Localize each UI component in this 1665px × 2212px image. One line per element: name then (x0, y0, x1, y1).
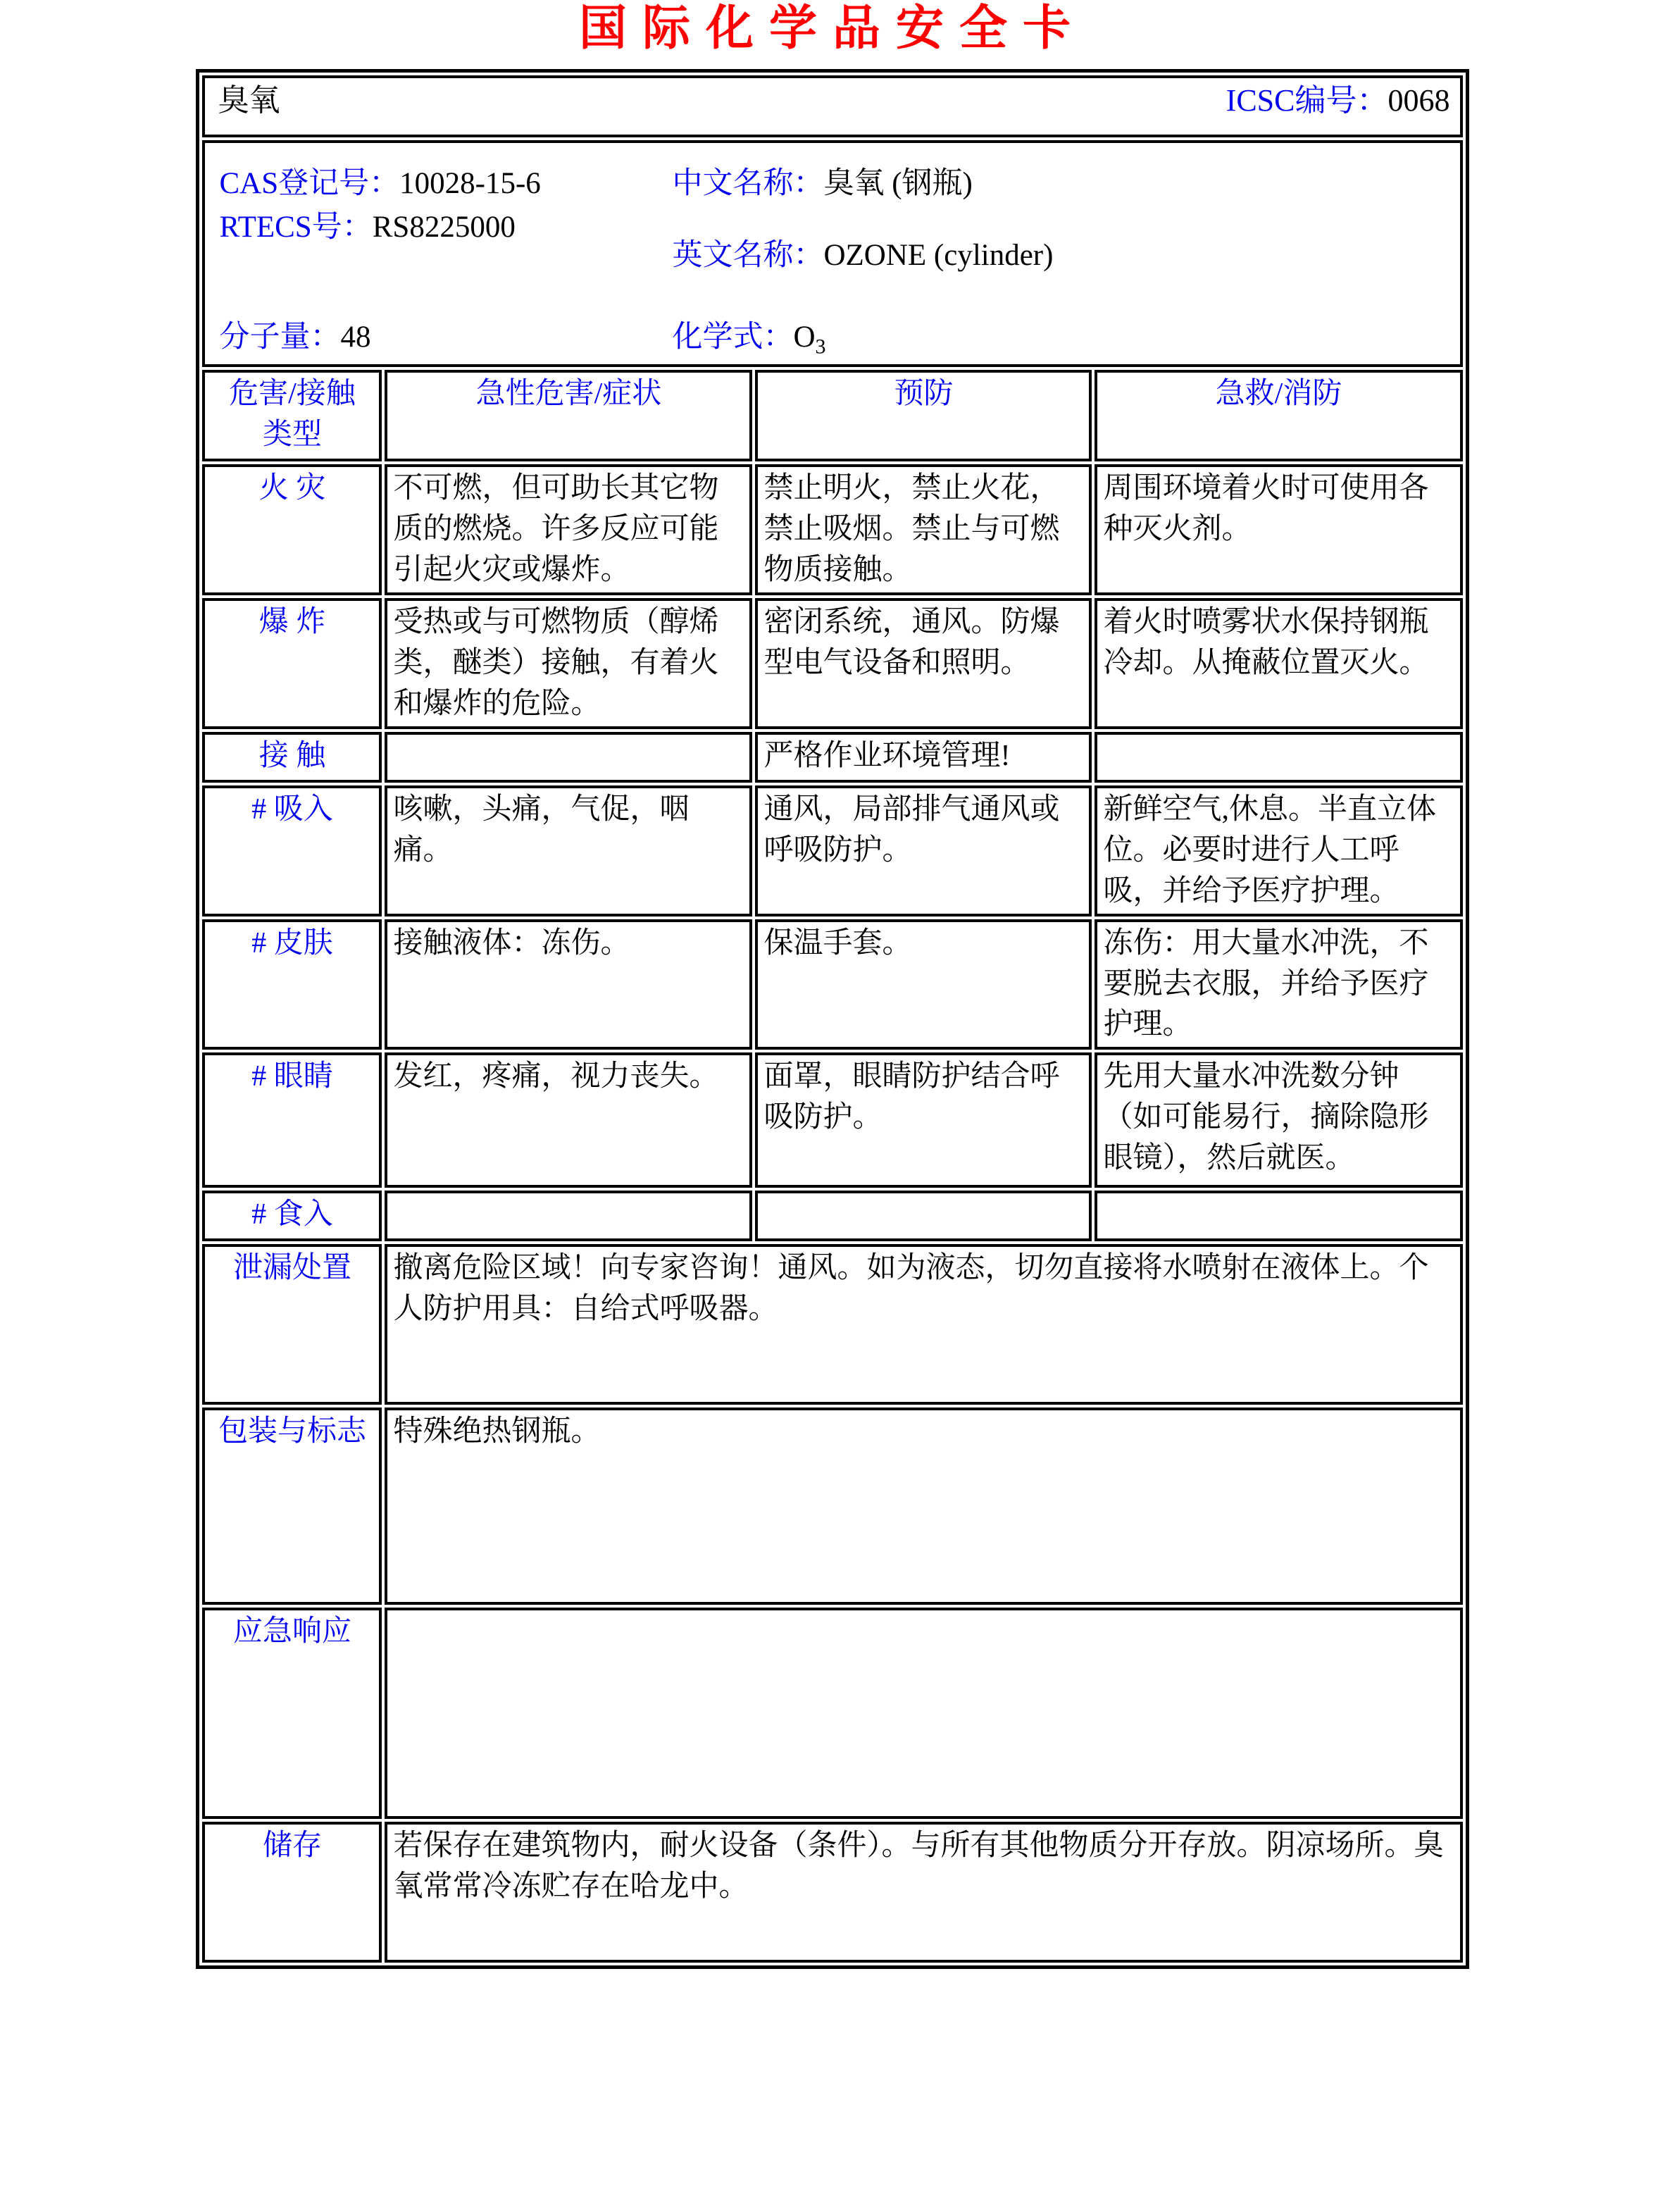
ingestion-prevention (755, 1191, 1092, 1241)
chinese-name-label: 中文名称： (672, 167, 824, 200)
molecular-weight-field (219, 316, 370, 358)
formula-value: $O_3$ (793, 321, 826, 359)
safety-card-table (196, 69, 1468, 1969)
identity-row (202, 140, 1462, 367)
row-label-packaging: 包装与标志 (202, 1408, 382, 1605)
cas-value: 10028-15-6 (399, 167, 541, 200)
cas-label: CAS登记号： (219, 167, 400, 200)
explosion-symptoms: 受热或与可燃物质（醇烯类，醚类）接触，有着火和爆炸的危险。 (385, 598, 752, 729)
table-row-packaging (202, 1408, 1462, 1605)
skin-first-aid: 冻伤：用大量水冲洗，不要脱去衣服，并给予医疗护理。 (1095, 919, 1462, 1050)
table-row-explosion (202, 598, 1462, 729)
emergency-response-content (385, 1608, 1462, 1819)
english-name-value: OZONE (cylinder) (823, 239, 1054, 272)
row-label-inhalation: # 吸入 (202, 785, 382, 917)
inhalation-first-aid: 新鲜空气,休息。半直立体位。必要时进行人工呼吸，并给予医疗护理。 (1095, 785, 1462, 917)
identity-cell (202, 140, 1462, 367)
table-row-ingestion (202, 1191, 1462, 1241)
inhalation-symptoms: 咳嗽，头痛，气促，咽痛。 (385, 785, 752, 917)
fire-symptoms: 不可燃，但可助长其它物质的燃烧。许多反应可能引起火灾或爆炸。 (385, 464, 752, 595)
row-label-emergency-response: 应急响应 (202, 1608, 382, 1819)
header-first-aid: 急救/消防 (1095, 370, 1462, 461)
molecular-weight-value: 48 (340, 321, 371, 354)
table-row-emergency-response (202, 1608, 1462, 1819)
table-row-eyes (202, 1052, 1462, 1188)
table-row-storage (202, 1822, 1462, 1963)
formula-subscript: 3 (815, 335, 826, 359)
banner-cell (202, 75, 1462, 137)
icsc-number-field (1226, 80, 1454, 123)
substance-name: 臭氧 (218, 83, 280, 118)
table-row-spill-disposal (202, 1244, 1462, 1405)
formula-field (672, 316, 825, 361)
chinese-name-field (672, 163, 972, 204)
table-row-contact (202, 732, 1462, 783)
skin-symptoms: 接触液体：冻伤。 (385, 919, 752, 1050)
ingestion-first-aid (1095, 1191, 1462, 1241)
rtecs-field (219, 206, 515, 248)
rtecs-value: RS8225000 (372, 211, 516, 244)
inhalation-prevention: 通风，局部排气通风或呼吸防护。 (755, 785, 1092, 917)
row-label-eyes: # 眼睛 (202, 1052, 382, 1188)
skin-prevention: 保温手套。 (755, 919, 1092, 1050)
english-name-field (672, 235, 1053, 276)
explosion-first-aid: 着火时喷雾状水保持钢瓶冷却。从掩蔽位置灭火。 (1095, 598, 1462, 729)
row-label-spill-disposal: 泄漏处置 (202, 1244, 382, 1405)
eyes-prevention: 面罩，眼睛防护结合呼吸防护。 (755, 1052, 1092, 1188)
ingestion-symptoms (385, 1191, 752, 1241)
row-label-fire: 火 灾 (202, 464, 382, 595)
contact-prevention: 严格作业环境管理! (755, 732, 1092, 783)
banner-row (202, 75, 1462, 137)
explosion-prevention: 密闭系统，通风。防爆型电气设备和照明。 (755, 598, 1092, 729)
row-label-explosion: 爆 炸 (202, 598, 382, 729)
english-name-label: 英文名称： (672, 239, 824, 272)
icsc-number: 0068 (1388, 83, 1450, 118)
table-row-fire (202, 464, 1462, 595)
fire-first-aid: 周围环境着火时可使用各种灭火剂。 (1095, 464, 1462, 595)
icsc-label: ICSC编号： (1226, 83, 1388, 118)
header-hazard-type: 危害/接触 类型 (202, 370, 382, 461)
molecular-weight-label: 分子量： (219, 321, 341, 354)
table-row-skin (202, 919, 1462, 1050)
header-symptoms: 急性危害/症状 (385, 370, 752, 461)
row-label-ingestion: # 食入 (202, 1191, 382, 1241)
row-label-skin: # 皮肤 (202, 919, 382, 1050)
contact-first-aid (1095, 732, 1462, 783)
eyes-first-aid: 先用大量水冲洗数分钟（如可能易行，摘除隐形眼镜），然后就医。 (1095, 1052, 1462, 1188)
column-header-row (202, 370, 1462, 461)
formula-label: 化学式： (672, 321, 794, 354)
fire-prevention: 禁止明火，禁止火花，禁止吸烟。禁止与可燃物质接触。 (755, 464, 1092, 595)
cas-field (219, 163, 540, 204)
header-prevention: 预防 (755, 370, 1092, 461)
packaging-content: 特殊绝热钢瓶。 (385, 1408, 1462, 1605)
chinese-name-value: 臭氧 (钢瓶) (823, 167, 973, 200)
page-title: 国际化学品安全卡 (578, 1, 1086, 55)
rtecs-label: RTECS号： (219, 211, 373, 244)
table-row-inhalation (202, 785, 1462, 917)
spill-disposal-content: 撤离危险区域！向专家咨询！通风。如为液态，切勿直接将水喷射在液体上。个人防护用具：自给式呼吸器。 (385, 1244, 1462, 1405)
contact-symptoms (385, 732, 752, 783)
storage-content: 若保存在建筑物内，耐火设备（条件）。与所有其他物质分开存放。阴凉场所。臭氧常常冷冻贮存在哈龙中。 (385, 1822, 1462, 1963)
row-label-contact: 接 触 (202, 732, 382, 783)
row-label-storage: 储存 (202, 1822, 382, 1963)
eyes-symptoms: 发红，疼痛，视力丧失。 (385, 1052, 752, 1188)
